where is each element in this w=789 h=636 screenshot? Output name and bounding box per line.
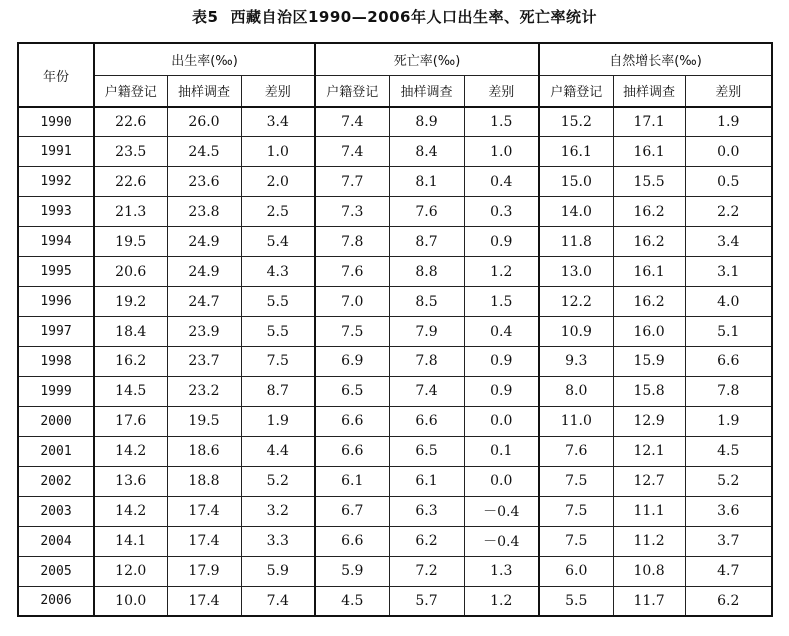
cell-growth-survey: 16.1 (613, 137, 685, 167)
cell-growth-difference: 4.5 (685, 436, 772, 466)
header-birth-rate: 出生率(‰) (94, 43, 315, 75)
cell-growth-registration: 5.5 (539, 586, 613, 616)
cell-year: 1994 (18, 227, 94, 257)
cell-death-difference: －0.4 (464, 526, 539, 556)
cell-birth-registration: 19.5 (94, 227, 167, 257)
cell-death-registration: 7.0 (315, 287, 389, 317)
cell-growth-registration: 10.9 (539, 317, 613, 347)
cell-death-registration: 6.1 (315, 466, 389, 496)
cell-birth-difference: 1.9 (241, 406, 315, 436)
cell-growth-registration: 9.3 (539, 347, 613, 377)
header-year: 年份 (18, 43, 94, 107)
table-row (18, 526, 772, 556)
cell-growth-difference: 6.6 (685, 347, 772, 377)
cell-death-survey: 8.9 (389, 107, 464, 137)
cell-birth-survey: 23.6 (167, 167, 241, 197)
cell-growth-difference: 1.9 (685, 107, 772, 137)
cell-growth-difference: 1.9 (685, 406, 772, 436)
cell-growth-difference: 3.4 (685, 227, 772, 257)
cell-birth-registration: 17.6 (94, 406, 167, 436)
cell-birth-registration: 23.5 (94, 137, 167, 167)
cell-birth-difference: 7.5 (241, 347, 315, 377)
cell-birth-registration: 22.6 (94, 167, 167, 197)
cell-birth-registration: 16.2 (94, 347, 167, 377)
cell-birth-difference: 5.4 (241, 227, 315, 257)
cell-year: 1995 (18, 257, 94, 287)
cell-death-survey: 7.8 (389, 347, 464, 377)
table-row (18, 107, 772, 137)
cell-year: 2005 (18, 556, 94, 586)
cell-birth-difference: 7.4 (241, 586, 315, 616)
cell-year: 2002 (18, 466, 94, 496)
table-title (0, 6, 789, 27)
table-row (18, 376, 772, 406)
cell-growth-survey: 12.1 (613, 436, 685, 466)
header-row-subs (18, 75, 772, 107)
cell-death-registration: 5.9 (315, 556, 389, 586)
cell-year: 1998 (18, 347, 94, 377)
cell-year: 1993 (18, 197, 94, 227)
header-death-rate: 死亡率(‰) (315, 43, 539, 75)
cell-growth-registration: 6.0 (539, 556, 613, 586)
cell-death-difference: 0.9 (464, 347, 539, 377)
cell-growth-registration: 7.5 (539, 466, 613, 496)
cell-year: 2001 (18, 436, 94, 466)
cell-year: 1996 (18, 287, 94, 317)
cell-growth-registration: 14.0 (539, 197, 613, 227)
table-row (18, 406, 772, 436)
cell-birth-survey: 17.9 (167, 556, 241, 586)
cell-death-difference: 1.3 (464, 556, 539, 586)
table-row (18, 167, 772, 197)
table-row (18, 197, 772, 227)
cell-birth-registration: 10.0 (94, 586, 167, 616)
cell-birth-registration: 14.5 (94, 376, 167, 406)
cell-death-registration: 6.6 (315, 406, 389, 436)
header-sub-registration: 户籍登记 (315, 75, 389, 107)
cell-growth-difference: 2.2 (685, 197, 772, 227)
cell-birth-difference: 2.0 (241, 167, 315, 197)
cell-growth-registration: 8.0 (539, 376, 613, 406)
cell-growth-survey: 10.8 (613, 556, 685, 586)
header-sub-survey: 抽样调查 (167, 75, 241, 107)
header-sub-difference: 差别 (685, 75, 772, 107)
cell-year: 1990 (18, 107, 94, 137)
cell-birth-difference: 4.3 (241, 257, 315, 287)
cell-birth-survey: 17.4 (167, 496, 241, 526)
table-row (18, 137, 772, 167)
cell-growth-difference: 0.5 (685, 167, 772, 197)
cell-birth-registration: 14.1 (94, 526, 167, 556)
cell-birth-survey: 23.9 (167, 317, 241, 347)
cell-death-difference: 0.9 (464, 227, 539, 257)
cell-birth-difference: 5.5 (241, 287, 315, 317)
table-number: 表5 (192, 8, 219, 26)
cell-death-difference: －0.4 (464, 496, 539, 526)
cell-death-survey: 6.5 (389, 436, 464, 466)
cell-birth-registration: 14.2 (94, 496, 167, 526)
cell-birth-survey: 19.5 (167, 406, 241, 436)
table-row (18, 257, 772, 287)
cell-year: 1997 (18, 317, 94, 347)
cell-death-registration: 6.6 (315, 436, 389, 466)
cell-growth-survey: 15.9 (613, 347, 685, 377)
cell-birth-registration: 13.6 (94, 466, 167, 496)
cell-death-survey: 7.4 (389, 376, 464, 406)
header-sub-difference: 差别 (464, 75, 539, 107)
cell-death-difference: 0.4 (464, 167, 539, 197)
cell-growth-difference: 0.0 (685, 137, 772, 167)
table-row (18, 287, 772, 317)
cell-death-survey: 6.3 (389, 496, 464, 526)
cell-growth-registration: 11.0 (539, 406, 613, 436)
cell-death-registration: 6.5 (315, 376, 389, 406)
cell-growth-registration: 12.2 (539, 287, 613, 317)
cell-growth-survey: 11.7 (613, 586, 685, 616)
cell-birth-difference: 4.4 (241, 436, 315, 466)
cell-birth-difference: 8.7 (241, 376, 315, 406)
cell-death-difference: 0.3 (464, 197, 539, 227)
cell-growth-difference: 3.1 (685, 257, 772, 287)
table-row (18, 586, 772, 616)
cell-death-survey: 8.8 (389, 257, 464, 287)
cell-death-registration: 6.7 (315, 496, 389, 526)
cell-growth-difference: 4.0 (685, 287, 772, 317)
cell-birth-survey: 24.5 (167, 137, 241, 167)
cell-birth-survey: 24.7 (167, 287, 241, 317)
cell-birth-registration: 20.6 (94, 257, 167, 287)
cell-death-registration: 4.5 (315, 586, 389, 616)
cell-death-difference: 1.5 (464, 107, 539, 137)
header-sub-registration: 户籍登记 (539, 75, 613, 107)
table-row (18, 466, 772, 496)
cell-year: 2006 (18, 586, 94, 616)
cell-birth-survey: 26.0 (167, 107, 241, 137)
cell-year: 1991 (18, 137, 94, 167)
cell-growth-survey: 16.1 (613, 257, 685, 287)
cell-death-registration: 7.7 (315, 167, 389, 197)
cell-growth-difference: 3.7 (685, 526, 772, 556)
cell-growth-difference: 6.2 (685, 586, 772, 616)
cell-birth-survey: 24.9 (167, 227, 241, 257)
cell-growth-difference: 5.2 (685, 466, 772, 496)
cell-growth-difference: 5.1 (685, 317, 772, 347)
cell-birth-survey: 18.8 (167, 466, 241, 496)
cell-death-difference: 1.5 (464, 287, 539, 317)
table-row (18, 436, 772, 466)
cell-death-survey: 7.9 (389, 317, 464, 347)
header-sub-survey: 抽样调查 (389, 75, 464, 107)
cell-death-survey: 8.1 (389, 167, 464, 197)
cell-death-difference: 1.0 (464, 137, 539, 167)
cell-death-registration: 6.9 (315, 347, 389, 377)
header-sub-difference: 差别 (241, 75, 315, 107)
cell-growth-survey: 16.2 (613, 227, 685, 257)
cell-death-survey: 7.2 (389, 556, 464, 586)
cell-birth-difference: 3.4 (241, 107, 315, 137)
header-natural-growth-rate: 自然增长率(‰) (539, 43, 772, 75)
cell-birth-difference: 1.0 (241, 137, 315, 167)
cell-growth-registration: 7.6 (539, 436, 613, 466)
cell-birth-survey: 17.4 (167, 526, 241, 556)
header-sub-registration: 户籍登记 (94, 75, 167, 107)
cell-growth-registration: 13.0 (539, 257, 613, 287)
cell-growth-registration: 15.0 (539, 167, 613, 197)
cell-growth-survey: 16.2 (613, 287, 685, 317)
cell-year: 2004 (18, 526, 94, 556)
cell-birth-difference: 5.9 (241, 556, 315, 586)
cell-year: 1992 (18, 167, 94, 197)
cell-death-survey: 8.5 (389, 287, 464, 317)
cell-death-difference: 0.0 (464, 406, 539, 436)
cell-birth-survey: 23.8 (167, 197, 241, 227)
cell-growth-survey: 15.8 (613, 376, 685, 406)
cell-birth-survey: 24.9 (167, 257, 241, 287)
table-caption: 西藏自治区1990—2006年人口出生率、死亡率统计 (230, 8, 597, 26)
cell-death-registration: 7.3 (315, 197, 389, 227)
cell-birth-survey: 18.6 (167, 436, 241, 466)
cell-death-difference: 0.4 (464, 317, 539, 347)
cell-growth-difference: 3.6 (685, 496, 772, 526)
cell-growth-registration: 16.1 (539, 137, 613, 167)
cell-growth-survey: 16.0 (613, 317, 685, 347)
cell-birth-difference: 2.5 (241, 197, 315, 227)
cell-growth-registration: 11.8 (539, 227, 613, 257)
cell-death-difference: 1.2 (464, 586, 539, 616)
cell-death-survey: 8.7 (389, 227, 464, 257)
cell-death-registration: 7.4 (315, 107, 389, 137)
cell-growth-survey: 11.2 (613, 526, 685, 556)
cell-death-survey: 6.6 (389, 406, 464, 436)
cell-growth-difference: 7.8 (685, 376, 772, 406)
cell-growth-difference: 4.7 (685, 556, 772, 586)
cell-birth-registration: 21.3 (94, 197, 167, 227)
table-row (18, 227, 772, 257)
cell-death-difference: 0.0 (464, 466, 539, 496)
cell-death-difference: 0.9 (464, 376, 539, 406)
cell-year: 1999 (18, 376, 94, 406)
cell-death-survey: 6.2 (389, 526, 464, 556)
cell-death-registration: 7.4 (315, 137, 389, 167)
cell-death-registration: 7.5 (315, 317, 389, 347)
cell-death-registration: 7.8 (315, 227, 389, 257)
cell-death-survey: 8.4 (389, 137, 464, 167)
cell-growth-survey: 11.1 (613, 496, 685, 526)
cell-death-survey: 7.6 (389, 197, 464, 227)
cell-death-difference: 1.2 (464, 257, 539, 287)
table-row (18, 317, 772, 347)
cell-death-survey: 5.7 (389, 586, 464, 616)
table-row (18, 556, 772, 586)
cell-birth-survey: 23.7 (167, 347, 241, 377)
cell-year: 2000 (18, 406, 94, 436)
header-sub-survey: 抽样调查 (613, 75, 685, 107)
cell-birth-registration: 18.4 (94, 317, 167, 347)
cell-birth-survey: 23.2 (167, 376, 241, 406)
cell-birth-difference: 3.3 (241, 526, 315, 556)
table-row (18, 496, 772, 526)
cell-growth-survey: 12.9 (613, 406, 685, 436)
cell-growth-registration: 7.5 (539, 496, 613, 526)
cell-birth-difference: 3.2 (241, 496, 315, 526)
table-row (18, 347, 772, 377)
cell-growth-survey: 16.2 (613, 197, 685, 227)
cell-death-difference: 0.1 (464, 436, 539, 466)
cell-birth-registration: 14.2 (94, 436, 167, 466)
cell-growth-registration: 7.5 (539, 526, 613, 556)
cell-growth-survey: 15.5 (613, 167, 685, 197)
cell-birth-difference: 5.5 (241, 317, 315, 347)
cell-birth-registration: 12.0 (94, 556, 167, 586)
cell-growth-survey: 12.7 (613, 466, 685, 496)
cell-birth-survey: 17.4 (167, 586, 241, 616)
cell-growth-registration: 15.2 (539, 107, 613, 137)
cell-growth-survey: 17.1 (613, 107, 685, 137)
cell-birth-registration: 22.6 (94, 107, 167, 137)
header-row-groups (18, 43, 772, 75)
cell-death-registration: 6.6 (315, 526, 389, 556)
table-body (18, 107, 772, 616)
population-rate-table (17, 42, 773, 617)
cell-birth-registration: 19.2 (94, 287, 167, 317)
cell-birth-difference: 5.2 (241, 466, 315, 496)
cell-death-survey: 6.1 (389, 466, 464, 496)
cell-death-registration: 7.6 (315, 257, 389, 287)
cell-year: 2003 (18, 496, 94, 526)
